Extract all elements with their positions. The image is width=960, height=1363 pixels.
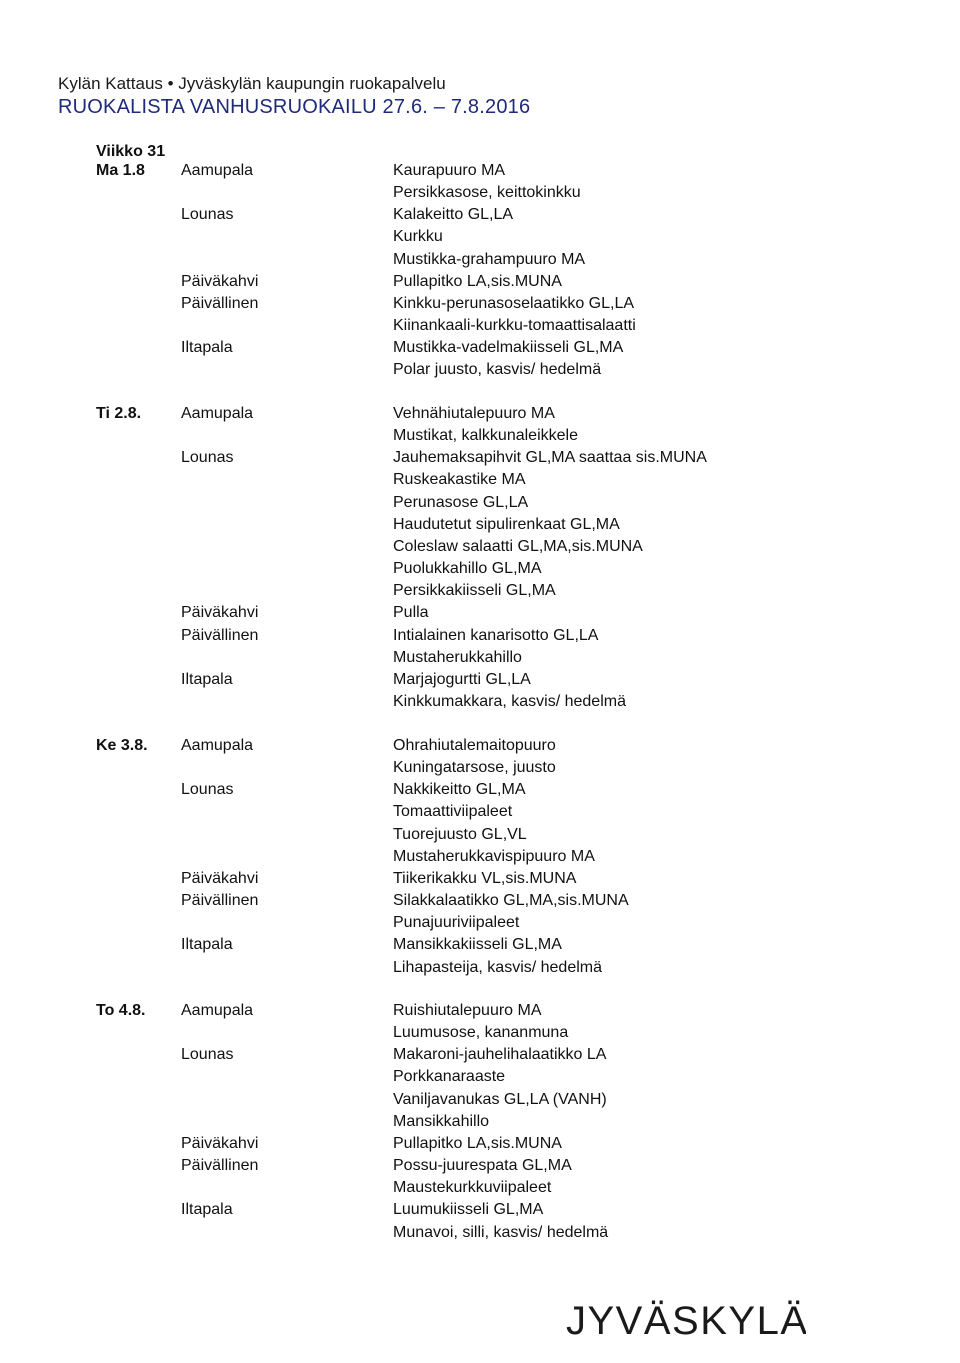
dish-item: Vaniljavanukas GL,LA (VANH) [393,1091,607,1108]
meal-label: Iltapala [181,671,233,688]
meal-label: Lounas [181,781,234,798]
dish-item: Haudutetut sipulirenkaat GL,MA [393,516,620,533]
dish-item: Luumusose, kananmuna [393,1024,569,1041]
meal-label: Päivällinen [181,1157,259,1174]
meal-label: Päivällinen [181,892,259,909]
dish-item: Polar juusto, kasvis/ hedelmä [393,361,602,378]
page-header [58,73,530,119]
dish-item: Makaroni-jauhelihalaatikko LA [393,1046,607,1063]
meal-label: Päiväkahvi [181,1135,259,1152]
meal-label: Päiväkahvi [181,273,259,290]
logo-wordmark: JYVÄSKYLÄ [566,1299,806,1343]
dish-item: Kuningatarsose, juusto [393,759,556,776]
dish-item: Ohrahiutalemaitopuuro [393,737,556,754]
dish-item: Kinkkumakkara, kasvis/ hedelmä [393,693,626,710]
dish-item: Ruskeakastike MA [393,471,526,488]
meal-label: Lounas [181,1046,234,1063]
organization-line: Kylän Kattaus • Jyväskylän kaupungin ruokapalvelu [58,74,446,93]
dish-item: Persikkasose, keittokinkku [393,184,581,201]
dish-item: Kurkku [393,228,443,245]
meal-label: Aamupala [181,405,254,422]
dish-item: Nakkikeitto GL,MA [393,781,526,798]
meal-label: Aamupala [181,1002,254,1019]
dish-item: Pullapitko LA,sis.MUNA [393,1135,562,1152]
dish-item: Marjajogurtti GL,LA [393,671,531,688]
day-label: To 4.8. [96,1002,146,1019]
meal-label: Päivällinen [181,295,259,312]
dish-item: Mustaherukkavispipuuro MA [393,848,595,865]
day-label: Ma 1.8 [96,162,145,179]
dish-item: Pullapitko LA,sis.MUNA [393,273,562,290]
city-logo [566,1288,806,1358]
dish-item: Mustikat, kalkkunaleikkele [393,427,578,444]
dish-item: Puolukkahillo GL,MA [393,560,542,577]
dish-item: Mustikka-vadelmakiisseli GL,MA [393,339,624,356]
day-label: Ke 3.8. [96,737,148,754]
dish-item: Intialainen kanarisotto GL,LA [393,627,599,644]
dish-item: Tiikerikakku VL,sis.MUNA [393,870,577,887]
jyvaskyla-logo-graphic [566,1288,806,1358]
dish-item: Ruishiutalepuuro MA [393,1002,542,1019]
dish-item: Mustikka-grahampuuro MA [393,251,586,268]
dish-item: Jauhemaksapihvit GL,MA saattaa sis.MUNA [393,449,707,466]
dish-item: Mansikkakiisseli GL,MA [393,936,562,953]
meal-label: Aamupala [181,162,254,179]
meal-label: Päiväkahvi [181,604,259,621]
dish-item: Coleslaw salaatti GL,MA,sis.MUNA [393,538,643,555]
meal-label: Päiväkahvi [181,870,259,887]
meal-label: Aamupala [181,737,254,754]
meal-label: Iltapala [181,339,233,356]
dish-item: Pulla [393,604,429,621]
day-label: Ti 2.8. [96,405,142,422]
dish-item: Possu-juurespata GL,MA [393,1157,572,1174]
dish-item: Perunasose GL,LA [393,494,529,511]
dish-item: Mustaherukkahillo [393,649,522,666]
dish-item: Tomaattiviipaleet [393,803,513,820]
dish-item: Kalakeitto GL,LA [393,206,514,223]
dish-item: Kaurapuuro MA [393,162,506,179]
meal-label: Päivällinen [181,627,259,644]
dish-item: Tuorejuusto GL,VL [393,826,527,843]
dish-item: Kinkku-perunasoselaatikko GL,LA [393,295,635,312]
meal-label: Lounas [181,449,234,466]
dish-item: Silakkalaatikko GL,MA,sis.MUNA [393,892,629,909]
week-label: Viikko 31 [96,143,166,160]
dish-item: Punajuuriviipaleet [393,914,520,931]
dish-item: Maustekurkkuviipaleet [393,1179,552,1196]
dish-item: Lihapasteija, kasvis/ hedelmä [393,959,603,976]
dish-item: Munavoi, silli, kasvis/ hedelmä [393,1224,609,1241]
dish-item: Porkkanaraaste [393,1068,506,1085]
meal-label: Iltapala [181,936,233,953]
dish-item: Persikkakiisseli GL,MA [393,582,556,599]
dish-item: Mansikkahillo [393,1113,490,1130]
meal-label: Iltapala [181,1201,233,1218]
dish-item: Luumukiisseli GL,MA [393,1201,544,1218]
menu-title: RUOKALISTA VANHUSRUOKAILU 27.6. – 7.8.2016 [58,96,531,118]
meal-label: Lounas [181,206,234,223]
dish-item: Kiinankaali-kurkku-tomaattisalaatti [393,317,636,334]
dish-item: Vehnähiutalepuuro MA [393,405,555,422]
